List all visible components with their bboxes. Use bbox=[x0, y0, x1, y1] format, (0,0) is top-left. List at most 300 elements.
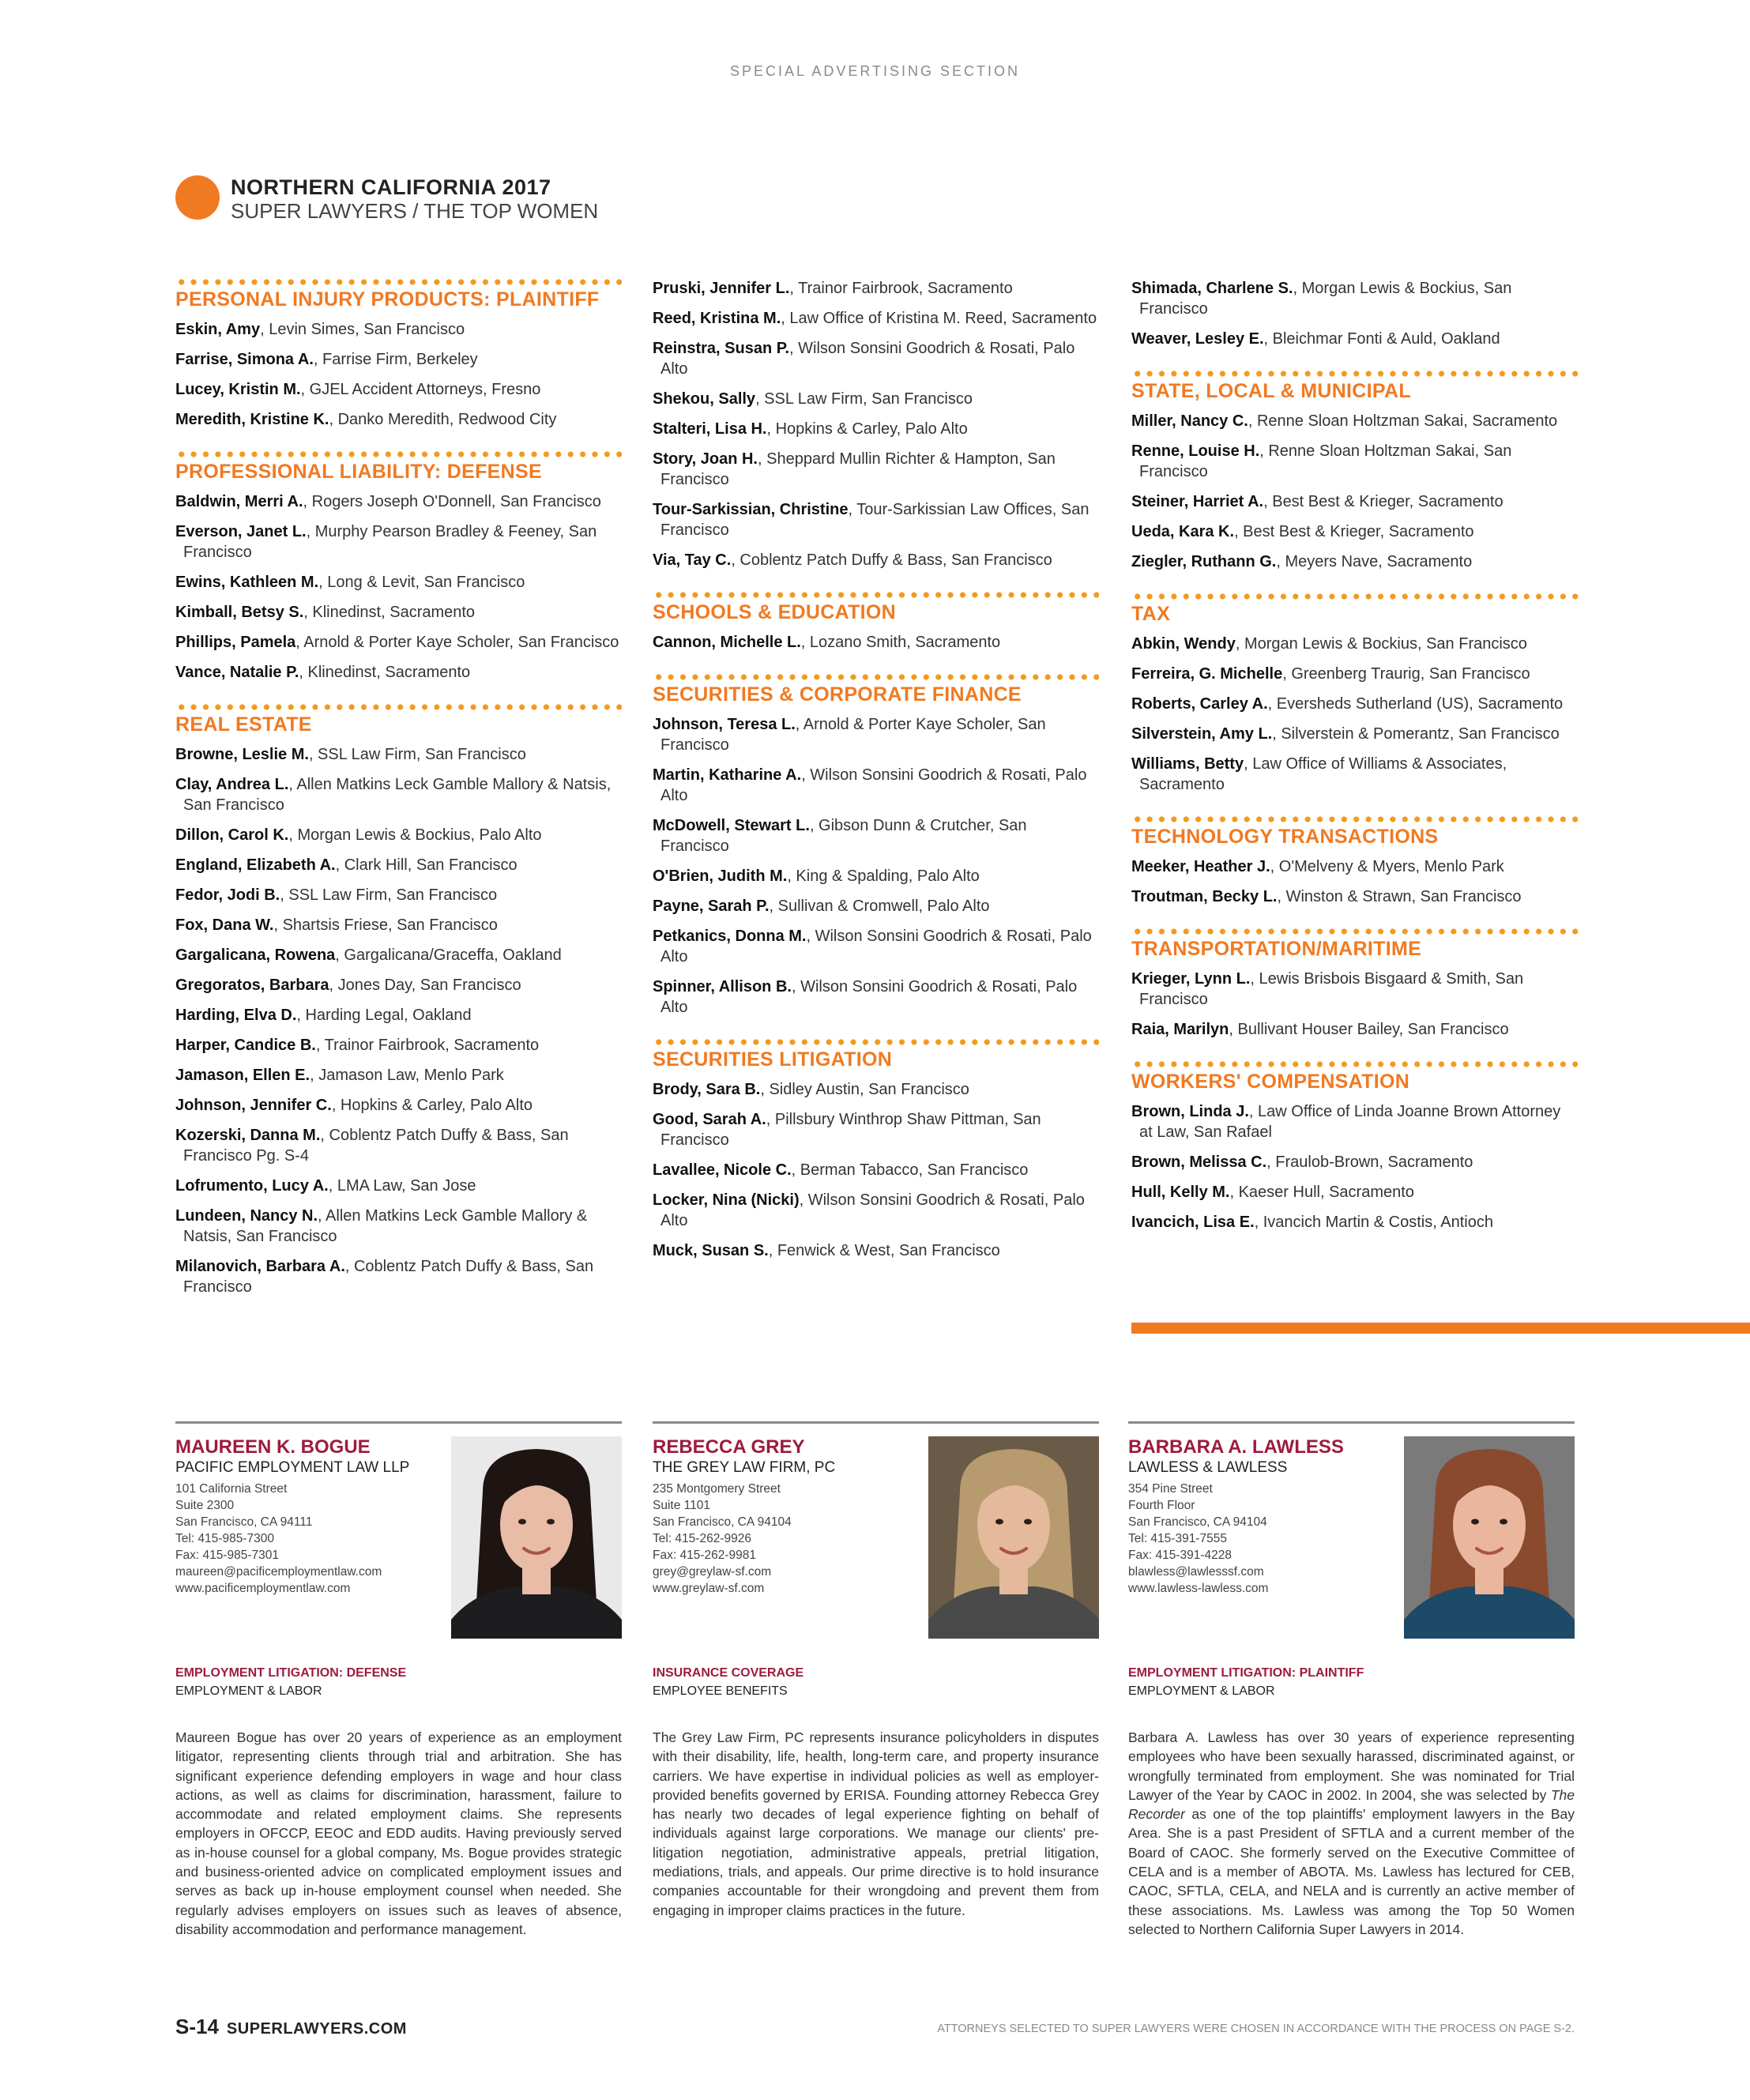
lawyer-entry bbox=[653, 926, 1099, 967]
practice-section bbox=[1131, 928, 1578, 1040]
lawyer-name: Shimada, Charlene S. bbox=[1131, 280, 1293, 297]
lawyer-firm-location: , Winston & Strawn, San Francisco bbox=[1277, 888, 1522, 905]
lawyer-name: Spinner, Allison B. bbox=[653, 978, 792, 995]
profile-address1: 235 Montgomery Street bbox=[653, 1482, 781, 1496]
practice-section bbox=[653, 673, 1099, 1018]
lawyer-name: Ziegler, Ruthann G. bbox=[1131, 553, 1277, 570]
lawyer-firm-location: , Hopkins & Carley, Palo Alto bbox=[766, 420, 968, 438]
lawyer-name: Via, Tay C. bbox=[653, 551, 732, 569]
profile-address1: 354 Pine Street bbox=[1128, 1482, 1213, 1496]
practice-section bbox=[1131, 593, 1578, 795]
lawyer-entry bbox=[175, 662, 622, 683]
profile-fax: Fax: 415-391-4228 bbox=[1128, 1549, 1232, 1562]
lawyer-name: Renne, Louise H. bbox=[1131, 442, 1260, 460]
lawyer-name: Steiner, Harriet A. bbox=[1131, 493, 1264, 510]
profile-city: San Francisco, CA 94111 bbox=[175, 1515, 313, 1529]
lawyer-name: Phillips, Pamela bbox=[175, 634, 296, 651]
section-title: PROFESSIONAL LIABILITY: DEFENSE bbox=[175, 461, 542, 483]
lawyer-firm-location: , SSL Law Firm, San Francisco bbox=[280, 886, 498, 904]
lawyer-entry bbox=[1131, 754, 1578, 795]
practice-section bbox=[1131, 278, 1578, 349]
lawyer-firm-location: , Farrise Firm, Berkeley bbox=[313, 351, 478, 368]
profile-website-link[interactable]: www.pacificemploymentlaw.com bbox=[175, 1582, 351, 1595]
lawyer-name: Lavallee, Nicole C. bbox=[653, 1161, 792, 1179]
lawyer-firm-location: , Renne Sloan Holtzman Sakai, Sacramento bbox=[1248, 412, 1558, 430]
lawyer-entry bbox=[653, 1160, 1099, 1180]
lawyer-entry bbox=[653, 1079, 1099, 1100]
lawyer-firm-location: , Shartsis Friese, San Francisco bbox=[273, 916, 498, 934]
lawyer-entry bbox=[1131, 521, 1578, 542]
header-title bbox=[231, 175, 551, 200]
lawyer-firm-location: , Kaeser Hull, Sacramento bbox=[1229, 1184, 1414, 1201]
lawyer-firm-location: , Best Best & Krieger, Sacramento bbox=[1263, 493, 1503, 510]
dotted-divider bbox=[1131, 1060, 1578, 1068]
lawyer-firm-location: , Jones Day, San Francisco bbox=[329, 977, 521, 994]
profile-bio bbox=[1128, 1728, 1575, 1939]
lawyer-firm-location: , Allen Matkins Leck Gamble Mallory & Natsis, San Francisco bbox=[183, 776, 612, 814]
section-title: SCHOOLS & EDUCATION bbox=[653, 601, 897, 623]
lawyer-firm-location: , Harding Legal, Oakland bbox=[296, 1007, 472, 1024]
lawyer-firm-location: , SSL Law Firm, San Francisco bbox=[755, 390, 973, 408]
lawyer-name: Kimball, Betsy S. bbox=[175, 604, 304, 621]
lawyer-entry bbox=[653, 896, 1099, 916]
lawyer-firm-location: , Arnold & Porter Kaye Scholer, San Francisco bbox=[295, 634, 619, 651]
lawyer-entry bbox=[1131, 441, 1578, 482]
lawyer-firm-location: , Greenberg Traurig, San Francisco bbox=[1282, 665, 1530, 683]
lawyer-firm-location: , Bullivant Houser Bailey, San Francisco bbox=[1229, 1021, 1509, 1038]
lawyer-name: Williams, Betty bbox=[1131, 755, 1244, 773]
profile-primary-category: INSURANCE COVERAGE bbox=[653, 1666, 804, 1680]
profile-rule bbox=[653, 1421, 1099, 1424]
special-advertising-note: SPECIAL ADVERTISING SECTION bbox=[729, 63, 1021, 79]
profile-name: MAUREEN K. BOGUE bbox=[175, 1436, 371, 1458]
portrait-photo bbox=[928, 1436, 1099, 1639]
profile-address1: 101 California Street bbox=[175, 1482, 288, 1496]
lawyer-entry bbox=[175, 379, 622, 400]
orange-circle-icon bbox=[175, 175, 220, 220]
profile-rule bbox=[175, 1421, 622, 1424]
lawyer-firm-location: , Ivancich Martin & Costis, Antioch bbox=[1254, 1214, 1493, 1231]
dotted-divider bbox=[653, 673, 1099, 681]
lawyer-firm-location: , Tour-Sarkissian Law Offices, San Francisco bbox=[660, 501, 1090, 539]
listing-column-3 bbox=[1131, 278, 1578, 1253]
lawyer-firm-location: , GJEL Accident Attorneys, Fresno bbox=[300, 381, 541, 398]
profile-rule bbox=[1128, 1421, 1575, 1424]
profile-email-link[interactable]: grey@greylaw-sf.com bbox=[653, 1565, 772, 1579]
portrait-photo bbox=[1404, 1436, 1575, 1639]
lawyer-firm-location: , Clark Hill, San Francisco bbox=[335, 856, 517, 874]
lawyer-entry bbox=[1131, 664, 1578, 684]
lawyer-entry bbox=[653, 338, 1099, 379]
lawyer-name: Silverstein, Amy L. bbox=[1131, 725, 1273, 743]
lawyer-firm-location: , Lewis Brisbois Bisgaard & Smith, San Francisco bbox=[1139, 970, 1524, 1008]
lawyer-entry bbox=[653, 714, 1099, 755]
footer-branding bbox=[175, 2015, 407, 2039]
lawyer-entry bbox=[653, 632, 1099, 653]
lawyer-entry bbox=[175, 1095, 622, 1116]
lawyer-firm-location: , Gibson Dunn & Crutcher, San Francisco bbox=[660, 817, 1027, 855]
profile-firm: PACIFIC EMPLOYMENT LAW LLP bbox=[175, 1459, 410, 1476]
lawyer-name: Reed, Kristina M. bbox=[653, 310, 781, 327]
lawyer-firm-location: , Morgan Lewis & Bockius, San Francisco bbox=[1139, 280, 1512, 318]
dotted-divider bbox=[175, 450, 622, 458]
lawyer-firm-location: , Hopkins & Carley, Palo Alto bbox=[331, 1097, 533, 1114]
section-title: PERSONAL INJURY PRODUCTS: PLAINTIFF bbox=[175, 288, 600, 310]
profile-card bbox=[1128, 1421, 1575, 1937]
lawyer-firm-location: , LMA Law, San Jose bbox=[328, 1177, 476, 1195]
lawyer-name: Harding, Elva D. bbox=[175, 1007, 297, 1024]
profile-firm: LAWLESS & LAWLESS bbox=[1128, 1459, 1288, 1476]
lawyer-name: Farrise, Simona A. bbox=[175, 351, 314, 368]
lawyer-name: Payne, Sarah P. bbox=[653, 898, 770, 915]
lawyer-firm-location: , Wilson Sonsini Goodrich & Rosati, Palo Alto bbox=[660, 1191, 1085, 1229]
lawyer-name: Meeker, Heather J. bbox=[1131, 858, 1270, 875]
lawyer-entry bbox=[175, 349, 622, 370]
profile-bio: Maureen Bogue has over 20 years of experience as an employment litigator, representing clients through trial and arbitration. She has significant experience defending employers in wage and hour class actions, as well as claims for discrimination, harassment, failure to accommodate and related employment claims. She represents employers in OFCCP, EEOC and EDD audits. Having previously served as in-house counsel for a global company, Ms. Bogue provides strategic and business-oriented advice on complicated employment issues and serves as back up in-house employment counsel when needed. She regularly advises employers on issues such as leaves of absence, disability accommodation and performance management. bbox=[175, 1729, 622, 1937]
lawyer-name: Baldwin, Merri A. bbox=[175, 493, 303, 510]
lawyer-firm-location: , Best Best & Krieger, Sacramento bbox=[1234, 523, 1474, 540]
lawyer-firm-location: , Sidley Austin, San Francisco bbox=[760, 1081, 969, 1098]
lawyer-name: Gregoratos, Barbara bbox=[175, 977, 329, 994]
lawyer-name: Brody, Sara B. bbox=[653, 1081, 761, 1098]
lawyer-entry bbox=[175, 319, 622, 340]
practice-section bbox=[653, 278, 1099, 570]
lawyer-name: Fedor, Jodi B. bbox=[175, 886, 280, 904]
lawyer-firm-location: , Morgan Lewis & Bockius, Palo Alto bbox=[288, 826, 542, 844]
lawyer-entry bbox=[175, 945, 622, 965]
lawyer-firm-location: , Morgan Lewis & Bockius, San Francisco bbox=[1235, 635, 1527, 653]
dotted-divider bbox=[1131, 370, 1578, 378]
lawyer-firm-location: , Murphy Pearson Bradley & Feeney, San Francisco bbox=[183, 523, 597, 561]
lawyer-firm-location: , Wilson Sonsini Goodrich & Rosati, Palo Alto bbox=[660, 766, 1087, 804]
lawyer-entry bbox=[175, 1256, 622, 1297]
lawyer-entry bbox=[653, 308, 1099, 329]
practice-section bbox=[653, 591, 1099, 653]
lawyer-name: Dillon, Carol K. bbox=[175, 826, 289, 844]
lawyer-entry bbox=[1131, 856, 1578, 877]
lawyer-entry bbox=[175, 1125, 622, 1166]
lawyer-entry bbox=[175, 825, 622, 845]
lawyer-entry bbox=[1131, 551, 1578, 572]
bio-text: Barbara A. Lawless has over 30 years of experience representing employees who have been sexually harassed, discriminated against, or wrongfully terminated from employment. She was nominated for Trial Lawyer of the Year by CAOC in 2002. In 2004, she was selected by bbox=[1128, 1729, 1575, 1803]
profile-photo bbox=[451, 1436, 622, 1639]
lawyer-entry bbox=[175, 855, 622, 875]
lawyer-name: Lucey, Kristin M. bbox=[175, 381, 301, 398]
lawyer-entry bbox=[175, 1035, 622, 1056]
profile-tel: Tel: 415-391-7555 bbox=[1128, 1532, 1227, 1545]
lawyer-name: Shekou, Sally bbox=[653, 390, 756, 408]
lawyer-firm-location: , Arnold & Porter Kaye Scholer, San Francisco bbox=[660, 716, 1046, 754]
lawyer-name: England, Elizabeth A. bbox=[175, 856, 336, 874]
footer-disclaimer: ATTORNEYS SELECTED TO SUPER LAWYERS WERE CHOSEN IN ACCORDANCE WITH THE PROCESS ON PAGE S-2. bbox=[937, 2023, 1575, 2035]
lawyer-name: Hull, Kelly M. bbox=[1131, 1184, 1230, 1201]
lawyer-name: Weaver, Lesley E. bbox=[1131, 330, 1264, 348]
lawyer-firm-location: , Bleichmar Fonti & Auld, Oakland bbox=[1263, 330, 1500, 348]
lawyer-entry bbox=[653, 765, 1099, 806]
lawyer-entry bbox=[1131, 969, 1578, 1010]
lawyer-entry bbox=[1131, 694, 1578, 714]
lawyer-entry bbox=[175, 975, 622, 995]
lawyer-name: Martin, Katharine A. bbox=[653, 766, 802, 784]
profile-address2: Suite 1101 bbox=[653, 1499, 710, 1512]
lawyer-entry bbox=[1131, 1152, 1578, 1172]
lawyer-entry bbox=[1131, 1182, 1578, 1202]
lawyer-name: McDowell, Stewart L. bbox=[653, 817, 810, 834]
dotted-divider bbox=[175, 703, 622, 711]
lawyer-entry bbox=[175, 572, 622, 593]
lawyer-entry bbox=[1131, 724, 1578, 744]
lawyer-name: Gargalicana, Rowena bbox=[175, 947, 336, 964]
lawyer-firm-location: , Meyers Nave, Sacramento bbox=[1276, 553, 1473, 570]
lawyer-firm-location: , Rogers Joseph O'Donnell, San Francisco bbox=[303, 493, 601, 510]
lawyer-name: Brown, Melissa C. bbox=[1131, 1153, 1267, 1171]
bio-text: as one of the top plaintiffs' employment lawyers in the Bay Area. She is a past President of SFTLA and a current member of the Board of CAOC. She formerly served on the Executive Committee of CELA and is a member of ABOTA. Ms. Lawless has lectured for CEB, CAOC, SFTLA, CELA, and NELA and is currently an active member of these associations. Ms. Lawless was among the Top 50 Women selected to Northern California Super Lawyers in 2014. bbox=[1128, 1806, 1575, 1937]
dotted-divider bbox=[1131, 815, 1578, 823]
lawyer-entry bbox=[1131, 411, 1578, 431]
header-subtitle: SUPER LAWYERS / THE TOP WOMEN bbox=[231, 199, 599, 223]
section-title: WORKERS' COMPENSATION bbox=[1131, 1071, 1410, 1093]
lawyer-name: Cannon, Michelle L. bbox=[653, 634, 801, 651]
lawyer-entry bbox=[175, 885, 622, 905]
lawyer-entry bbox=[653, 449, 1099, 490]
lawyer-firm-location: , Sheppard Mullin Richter & Hampton, San Francisco bbox=[660, 450, 1056, 488]
profile-secondary-category: EMPLOYEE BENEFITS bbox=[653, 1684, 788, 1698]
lawyer-entry bbox=[175, 409, 622, 430]
lawyer-name: Clay, Andrea L. bbox=[175, 776, 289, 793]
lawyer-entry bbox=[1131, 1101, 1578, 1142]
lawyer-firm-location: , Long & Levit, San Francisco bbox=[318, 574, 525, 591]
lawyer-name: Everson, Janet L. bbox=[175, 523, 307, 540]
section-title: TAX bbox=[1131, 603, 1171, 625]
lawyer-name: Troutman, Becky L. bbox=[1131, 888, 1278, 905]
lawyer-firm-location: , Pillsbury Winthrop Shaw Pittman, San Francisco bbox=[660, 1111, 1041, 1149]
lawyer-firm-location: , Lozano Smith, Sacramento bbox=[800, 634, 1001, 651]
lawyer-firm-location: , Eversheds Sutherland (US), Sacramento bbox=[1267, 695, 1564, 713]
lawyer-entry bbox=[653, 278, 1099, 299]
dotted-divider bbox=[653, 591, 1099, 599]
lawyer-entry bbox=[1131, 1019, 1578, 1040]
lawyer-entry bbox=[175, 521, 622, 563]
lawyer-entry bbox=[175, 774, 622, 815]
orange-accent-bar bbox=[1131, 1323, 1750, 1334]
lawyer-entry bbox=[653, 419, 1099, 439]
lawyer-name: Miller, Nancy C. bbox=[1131, 412, 1248, 430]
profile-address2: Fourth Floor bbox=[1128, 1499, 1195, 1512]
lawyer-name: Krieger, Lynn L. bbox=[1131, 970, 1251, 988]
lawyer-name: Eskin, Amy bbox=[175, 321, 261, 338]
lawyer-entry bbox=[653, 1190, 1099, 1231]
lawyer-name: Muck, Susan S. bbox=[653, 1242, 769, 1259]
lawyer-firm-location: , Renne Sloan Holtzman Sakai, San Francisco bbox=[1139, 442, 1512, 480]
lawyer-entry bbox=[653, 1240, 1099, 1261]
profile-email-link[interactable]: blawless@lawlesssf.com bbox=[1128, 1565, 1264, 1579]
lawyer-firm-location: , Coblentz Patch Duffy & Bass, San Francisco Pg. S-4 bbox=[183, 1127, 569, 1165]
site-link[interactable]: SUPERLAWYERS.COM bbox=[226, 2020, 407, 2038]
lawyer-name: Vance, Natalie P. bbox=[175, 664, 299, 681]
profile-website-link[interactable]: www.lawless-lawless.com bbox=[1128, 1582, 1269, 1595]
lawyer-name: Tour-Sarkissian, Christine bbox=[653, 501, 849, 518]
profile-email-link[interactable]: maureen@pacificemploymentlaw.com bbox=[175, 1565, 382, 1579]
lawyer-firm-location: , Jamason Law, Menlo Park bbox=[310, 1067, 504, 1084]
section-title: SECURITIES LITIGATION bbox=[653, 1048, 893, 1071]
practice-section bbox=[175, 278, 622, 430]
lawyer-firm-location: , Trainor Fairbrook, Sacramento bbox=[315, 1037, 540, 1054]
profile-city: San Francisco, CA 94104 bbox=[1128, 1515, 1267, 1529]
lawyer-name: Reinstra, Susan P. bbox=[653, 340, 790, 357]
lawyer-entry bbox=[1131, 1212, 1578, 1233]
lawyer-name: Lundeen, Nancy N. bbox=[175, 1207, 318, 1225]
lawyer-name: Lofrumento, Lucy A. bbox=[175, 1177, 329, 1195]
lawyer-name: Jamason, Ellen E. bbox=[175, 1067, 310, 1084]
profile-bio: The Grey Law Firm, PC represents insurance policyholders in disputes with their disability, life, health, long-term care, and property insurance carriers. We have expertise in individual policies as well as employer-provided benefits governed by ERISA. Founding attorney Rebecca Grey has nearly two decades of legal experience fighting on behalf of individuals against large corporations. We manage our clients' pre-litigation negotiation, administrative appeals, pretrial litigation, mediations, trials, and appeals. Our prime directive is to hold insurance companies accountable for their wrongdoing and prevent them from engaging in improper claims practices in the future. bbox=[653, 1729, 1099, 1918]
lawyer-name: Good, Sarah A. bbox=[653, 1111, 766, 1128]
lawyer-firm-location: , Law Office of Linda Joanne Brown Attorney at Law, San Rafael bbox=[1139, 1103, 1561, 1141]
lawyer-firm-location: , Sullivan & Cromwell, Palo Alto bbox=[769, 898, 990, 915]
lawyer-entry bbox=[1131, 329, 1578, 349]
lawyer-firm-location: , Law Office of Williams & Associates, Sacramento bbox=[1139, 755, 1507, 793]
lawyer-entry bbox=[653, 1109, 1099, 1150]
section-title: STATE, LOCAL & MUNICIPAL bbox=[1131, 380, 1411, 402]
lawyer-name: Raia, Marilyn bbox=[1131, 1021, 1229, 1038]
lawyer-firm-location: , O'Melveny & Myers, Menlo Park bbox=[1270, 858, 1504, 875]
practice-section bbox=[175, 450, 622, 683]
lawyer-firm-location: , Gargalicana/Graceffa, Oakland bbox=[335, 947, 562, 964]
lawyer-entry bbox=[1131, 278, 1578, 319]
profile-card bbox=[653, 1421, 1099, 1918]
lawyer-name: Petkanics, Donna M. bbox=[653, 928, 807, 945]
lawyer-firm-location: , Fenwick & West, San Francisco bbox=[768, 1242, 1000, 1259]
profile-name: REBECCA GREY bbox=[653, 1436, 805, 1458]
lawyer-entry bbox=[175, 915, 622, 935]
profile-tel: Tel: 415-262-9926 bbox=[653, 1532, 751, 1545]
lawyer-name: O'Brien, Judith M. bbox=[653, 867, 788, 885]
lawyer-entry bbox=[1131, 491, 1578, 512]
lawyer-firm-location: , Silverstein & Pomerantz, San Francisco bbox=[1272, 725, 1560, 743]
profile-website-link[interactable]: www.greylaw-sf.com bbox=[653, 1582, 765, 1595]
publication-name: The Recorder bbox=[1128, 1786, 1575, 1823]
lawyer-entry bbox=[653, 499, 1099, 540]
lawyer-name: Harper, Candice B. bbox=[175, 1037, 316, 1054]
dotted-divider bbox=[653, 1038, 1099, 1046]
lawyer-entry bbox=[175, 602, 622, 623]
lawyer-entry bbox=[653, 815, 1099, 856]
header-year: 2017 bbox=[502, 175, 551, 199]
lawyer-name: Ferreira, G. Michelle bbox=[1131, 665, 1283, 683]
lawyer-entry bbox=[175, 1005, 622, 1026]
lawyer-name: Brown, Linda J. bbox=[1131, 1103, 1249, 1120]
section-title: SECURITIES & CORPORATE FINANCE bbox=[653, 683, 1022, 706]
profile-photo bbox=[1404, 1436, 1575, 1639]
profile-address2: Suite 2300 bbox=[175, 1499, 235, 1512]
lawyer-name: Ivancich, Lisa E. bbox=[1131, 1214, 1255, 1231]
profile-primary-category: EMPLOYMENT LITIGATION: PLAINTIFF bbox=[1128, 1666, 1364, 1680]
lawyer-name: Pruski, Jennifer L. bbox=[653, 280, 790, 297]
dotted-divider bbox=[175, 278, 622, 286]
lawyer-entry bbox=[175, 1206, 622, 1247]
section-title: REAL ESTATE bbox=[175, 713, 312, 736]
lawyer-firm-location: , Klinedinst, Sacramento bbox=[303, 604, 476, 621]
lawyer-entry bbox=[175, 491, 622, 512]
header-region: NORTHERN CALIFORNIA bbox=[231, 175, 502, 199]
lawyer-firm-location: , Allen Matkins Leck Gamble Mallory & Natsis, San Francisco bbox=[183, 1207, 588, 1245]
lawyer-entry bbox=[653, 389, 1099, 409]
practice-section bbox=[653, 1038, 1099, 1261]
lawyer-entry bbox=[175, 1065, 622, 1086]
lawyer-firm-location: , Wilson Sonsini Goodrich & Rosati, Palo Alto bbox=[660, 928, 1092, 965]
listing-column-2 bbox=[653, 278, 1099, 1281]
lawyer-name: Johnson, Jennifer C. bbox=[175, 1097, 332, 1114]
lawyer-name: Fox, Dana W. bbox=[175, 916, 274, 934]
profile-tel: Tel: 415-985-7300 bbox=[175, 1532, 274, 1545]
lawyer-firm-location: , Berman Tabacco, San Francisco bbox=[791, 1161, 1029, 1179]
lawyer-entry bbox=[653, 977, 1099, 1018]
lawyer-entry bbox=[1131, 634, 1578, 654]
listing-column-1 bbox=[175, 278, 622, 1318]
section-title: TECHNOLOGY TRANSACTIONS bbox=[1131, 826, 1439, 848]
lawyer-name: Browne, Leslie M. bbox=[175, 746, 309, 763]
lawyer-firm-location: , Fraulob-Brown, Sacramento bbox=[1266, 1153, 1473, 1171]
lawyer-entry bbox=[175, 1176, 622, 1196]
profile-firm: THE GREY LAW FIRM, PC bbox=[653, 1459, 836, 1476]
lawyer-firm-location: , SSL Law Firm, San Francisco bbox=[308, 746, 526, 763]
lawyer-name: Ueda, Kara K. bbox=[1131, 523, 1235, 540]
profile-city: San Francisco, CA 94104 bbox=[653, 1515, 792, 1529]
lawyer-firm-location: , Wilson Sonsini Goodrich & Rosati, Palo Alto bbox=[660, 340, 1075, 378]
lawyer-firm-location: , Wilson Sonsini Goodrich & Rosati, Palo Alto bbox=[660, 978, 1078, 1016]
lawyer-name: Ewins, Kathleen M. bbox=[175, 574, 319, 591]
dotted-divider bbox=[1131, 593, 1578, 600]
lawyer-entry bbox=[1131, 886, 1578, 907]
lawyer-firm-location: , Coblentz Patch Duffy & Bass, San Francisco bbox=[731, 551, 1052, 569]
lawyer-firm-location: , Law Office of Kristina M. Reed, Sacramento bbox=[781, 310, 1097, 327]
profile-secondary-category: EMPLOYMENT & LABOR bbox=[175, 1684, 322, 1698]
lawyer-name: Abkin, Wendy bbox=[1131, 635, 1236, 653]
section-title: TRANSPORTATION/MARITIME bbox=[1131, 938, 1422, 960]
lawyer-firm-location: , Levin Simes, San Francisco bbox=[260, 321, 465, 338]
lawyer-name: Roberts, Carley A. bbox=[1131, 695, 1268, 713]
lawyer-name: Meredith, Kristine K. bbox=[175, 411, 329, 428]
lawyer-firm-location: , Klinedinst, Sacramento bbox=[299, 664, 471, 681]
lawyer-name: Story, Joan H. bbox=[653, 450, 758, 468]
lawyer-entry bbox=[175, 632, 622, 653]
lawyer-firm-location: , Trainor Fairbrook, Sacramento bbox=[789, 280, 1013, 297]
lawyer-entry bbox=[653, 550, 1099, 570]
dotted-divider bbox=[1131, 928, 1578, 935]
practice-section bbox=[1131, 815, 1578, 907]
practice-section bbox=[1131, 370, 1578, 572]
lawyer-name: Stalteri, Lisa H. bbox=[653, 420, 767, 438]
lawyer-name: Locker, Nina (Nicki) bbox=[653, 1191, 800, 1209]
lawyer-name: Milanovich, Barbara A. bbox=[175, 1258, 345, 1275]
lawyer-name: Kozerski, Danna M. bbox=[175, 1127, 321, 1144]
practice-section bbox=[175, 703, 622, 1297]
lawyer-entry bbox=[175, 744, 622, 765]
lawyer-firm-location: , Danko Meredith, Redwood City bbox=[329, 411, 557, 428]
profile-primary-category: EMPLOYMENT LITIGATION: DEFENSE bbox=[175, 1666, 407, 1680]
practice-section bbox=[1131, 1060, 1578, 1233]
page-number: S-14 bbox=[175, 2015, 219, 2038]
profile-card bbox=[175, 1421, 622, 1937]
profile-secondary-category: EMPLOYMENT & LABOR bbox=[1128, 1684, 1275, 1698]
profile-photo bbox=[928, 1436, 1099, 1639]
profile-fax: Fax: 415-262-9981 bbox=[653, 1549, 756, 1562]
profile-fax: Fax: 415-985-7301 bbox=[175, 1549, 279, 1562]
lawyer-firm-location: , King & Spalding, Palo Alto bbox=[787, 867, 980, 885]
lawyer-name: Johnson, Teresa L. bbox=[653, 716, 796, 733]
profile-name: BARBARA A. LAWLESS bbox=[1128, 1436, 1344, 1458]
lawyer-firm-location: , Coblentz Patch Duffy & Bass, San Francisco bbox=[183, 1258, 594, 1296]
portrait-photo bbox=[451, 1436, 622, 1639]
